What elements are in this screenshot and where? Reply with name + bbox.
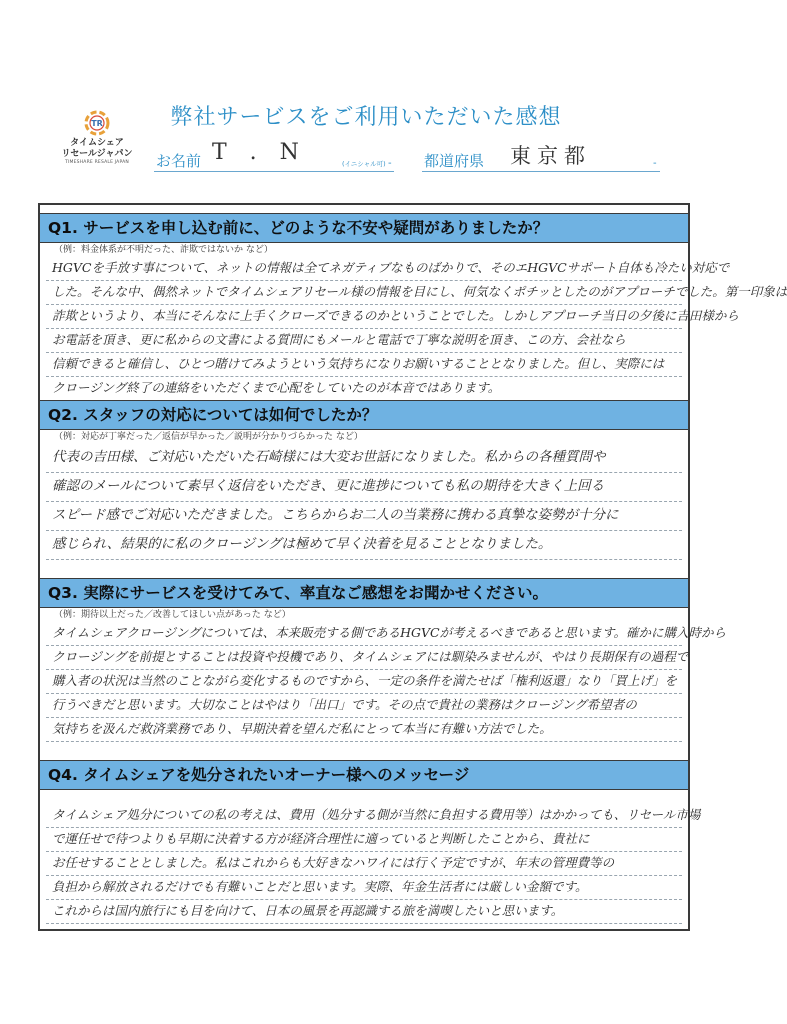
answer-line: で運任せで待つよりも早期に決着する方が経済合理性に適っていると判断したことから、貴社に [46,828,682,852]
logo-text-line2: リセールジャパン [61,149,133,159]
logo-text-line1: タイムシェア [70,138,124,148]
question-section-1 [40,213,787,401]
company-logo [52,108,142,165]
answer-line: 代表の吉田様、ご対応いただいた石崎様には大変お世話になりました。私からの各種質問や [46,444,682,473]
answer-line: 負担から解放されるだけでも有難いことだと思います。実際、年金生活者には厳しい金額です。 [46,876,682,900]
answer-line: お電話を頂き、更に私からの文書による質問にもメールと電話で丁寧な説明を頂き、この方、会社なら [46,329,682,353]
name-underline [154,171,394,172]
question-heading: Q3. 実際にサービスを受けてみて、率直なご感想をお聞かせください。 [40,578,688,608]
question-example: （例：料金体系が不明だった、詐欺ではないか など） [54,245,273,255]
name-dash: - [388,158,392,169]
answer-line: 感じられ、結果的に私のクロージングは極めて早く決着を見ることとなりました。 [46,531,682,560]
logo-emblem-icon [81,108,113,138]
answer-line: 確認のメールについて素早く返信をいただき、更に進捗についても私の期待を大きく上回る [46,473,682,502]
logo-mark-text: TR [91,119,103,128]
answer-line: お任せすることとしました。私はこれからも大好きなハワイには行く予定ですが、年末の管理費等の [46,852,682,876]
questionnaire-frame [38,203,787,931]
answer-line: クロージング終了の連絡をいただくまで心配をしていたのが本音ではあります。 [46,377,682,401]
question-section-4 [40,760,701,924]
prefecture-value: 東京都 [510,144,591,168]
question-example [40,790,688,804]
document-title: 弊社サービスをご利用いただいた感想 [170,105,562,130]
answer-line: 気持ちを汲んだ救済業務であり、早期決着を望んだ私にとって本当に有難い方法でした。 [46,718,682,742]
answer-line: クロージングを前提とすることは投資や投機であり、タイムシェアには馴染みませんが、やはり長期保有の過程で [46,646,682,670]
name-value: T . N [212,140,307,165]
initial-note: (イニシャル可) [342,160,386,168]
question-section-2 [40,400,688,560]
answer-line: これからは国内旅行にも目を向けて、日本の風景を再認識する旅を満喫したいと思います。 [46,900,682,924]
answer-line: HGVCを手放す事について、ネットの情報は全てネガティブなものばかりで、そのエHGVCサポート自体も冷たい対応で [46,257,682,281]
question-section-3 [40,578,727,742]
form-header [0,0,724,200]
answer-line: タイムシェア処分についての私の考えは、費用（処分する側が当然に負担する費用等）はかかっても、リセール市場 [46,804,682,828]
prefecture-label: 都道府県 [424,152,485,170]
answer-line: タイムシェアクロージングについては、本来販売する側であるHGVCが考えるべきであると思います。確かに購入時から [46,622,682,646]
prefecture-dash: - [653,158,657,169]
answer-line: 詐欺というより、本当にそんなに上手くクローズできるのかということでした。しかしアプローチ当日の夕後に吉田様から [46,305,682,329]
answer-line: 購入者の状況は当然のことながら変化するものですから、一定の条件を満たせば「権利返還」なり「買上げ」を [46,670,682,694]
answer-line: 行うべきだと思います。大切なことはやはり「出口」です。その点で貴社の業務はクロージング希望者の [46,694,682,718]
answer-line: した。そんな中、偶然ネットでタイムシェアリセール様の情報を目にし、何気なくポチッとしたのがアプローチでした。第一印象は [46,281,682,305]
question-example: （例：対応が丁寧だった／返信が早かった／説明が分かりづらかった など） [54,432,363,442]
name-label: お名前 [156,152,202,170]
question-heading: Q1. サービスを申し込む前に、どのような不安や疑問がありましたか？ [40,213,688,243]
answer-line: スピード感でご対応いただきました。こちらからお二人の当業務に携わる真摯な姿勢が十分に [46,502,682,531]
question-example: （例：期待以上だった／改善してほしい点があった など） [54,610,291,620]
answer-line: 信頼できると確信し、ひとつ賭けてみようという気持ちになりお願いすることとなりました。但し、実際には [46,353,682,377]
prefecture-underline [422,171,660,172]
question-heading: Q4. タイムシェアを処分されたいオーナー様へのメッセージ [40,760,688,790]
question-heading: Q2. スタッフの対応については如何でしたか？ [40,400,688,430]
logo-text-line3: TIMESHARE RESALE JAPAN [65,160,129,165]
